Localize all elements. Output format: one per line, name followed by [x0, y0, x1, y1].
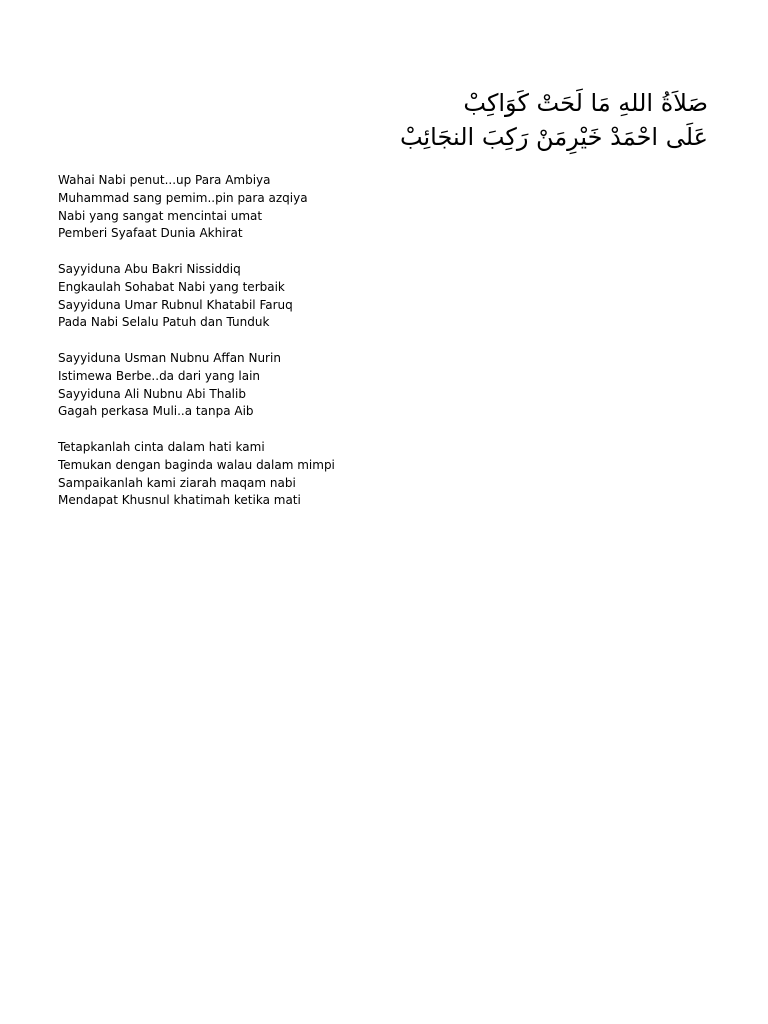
- lyric-line: Pada Nabi Selalu Patuh dan Tunduk: [58, 315, 270, 330]
- lyric-line: Engkaulah Sohabat Nabi yang terbaik: [58, 279, 285, 294]
- lyric-line: Sampaikanlah kami ziarah maqam nabi: [58, 475, 296, 490]
- lyric-line: Wahai Nabi penut...up Para Ambiya: [58, 173, 271, 187]
- lyric-line: Sayyiduna Usman Nubnu Affan Nurin: [58, 350, 281, 365]
- lyric-line: Nabi yang sangat mencintai umat: [58, 208, 263, 223]
- lyric-line: Mendapat Khusnul khatimah ketika mati: [58, 493, 301, 508]
- lyric-line: Muhammad sang pemim..pin para azqiya: [58, 190, 308, 205]
- stanza-4: [58, 439, 578, 510]
- lyrics-body: [58, 172, 578, 528]
- lyric-line: Sayyiduna Abu Bakri Nissiddiq: [58, 261, 241, 276]
- stanza-1: [58, 172, 578, 243]
- lyric-line: Gagah perkasa Muli..a tanpa Aib: [58, 404, 254, 419]
- arabic-line-2: عَلَى احْمَدْ خَيْرِمَنْ رَكِبَ النجَائِبْ: [399, 123, 708, 151]
- arabic-verse: [208, 86, 708, 154]
- stanza-3: [58, 350, 578, 421]
- stanza-2: [58, 261, 578, 332]
- arabic-line-1: صَلاَةُ اللهِ مَا لَحَتْ كَوَاكِبْ: [463, 89, 708, 117]
- lyric-line: Pemberi Syafaat Dunia Akhirat: [58, 226, 243, 241]
- lyric-line: Sayyiduna Ali Nubnu Abi Thalib: [58, 386, 246, 401]
- lyric-line: Temukan dengan baginda walau dalam mimpi: [58, 457, 335, 472]
- lyric-line: Istimewa Berbe..da dari yang lain: [58, 368, 261, 383]
- lyric-line: Tetapkanlah cinta dalam hati kami: [58, 439, 265, 454]
- lyric-line: Sayyiduna Umar Rubnul Khatabil Faruq: [58, 297, 293, 312]
